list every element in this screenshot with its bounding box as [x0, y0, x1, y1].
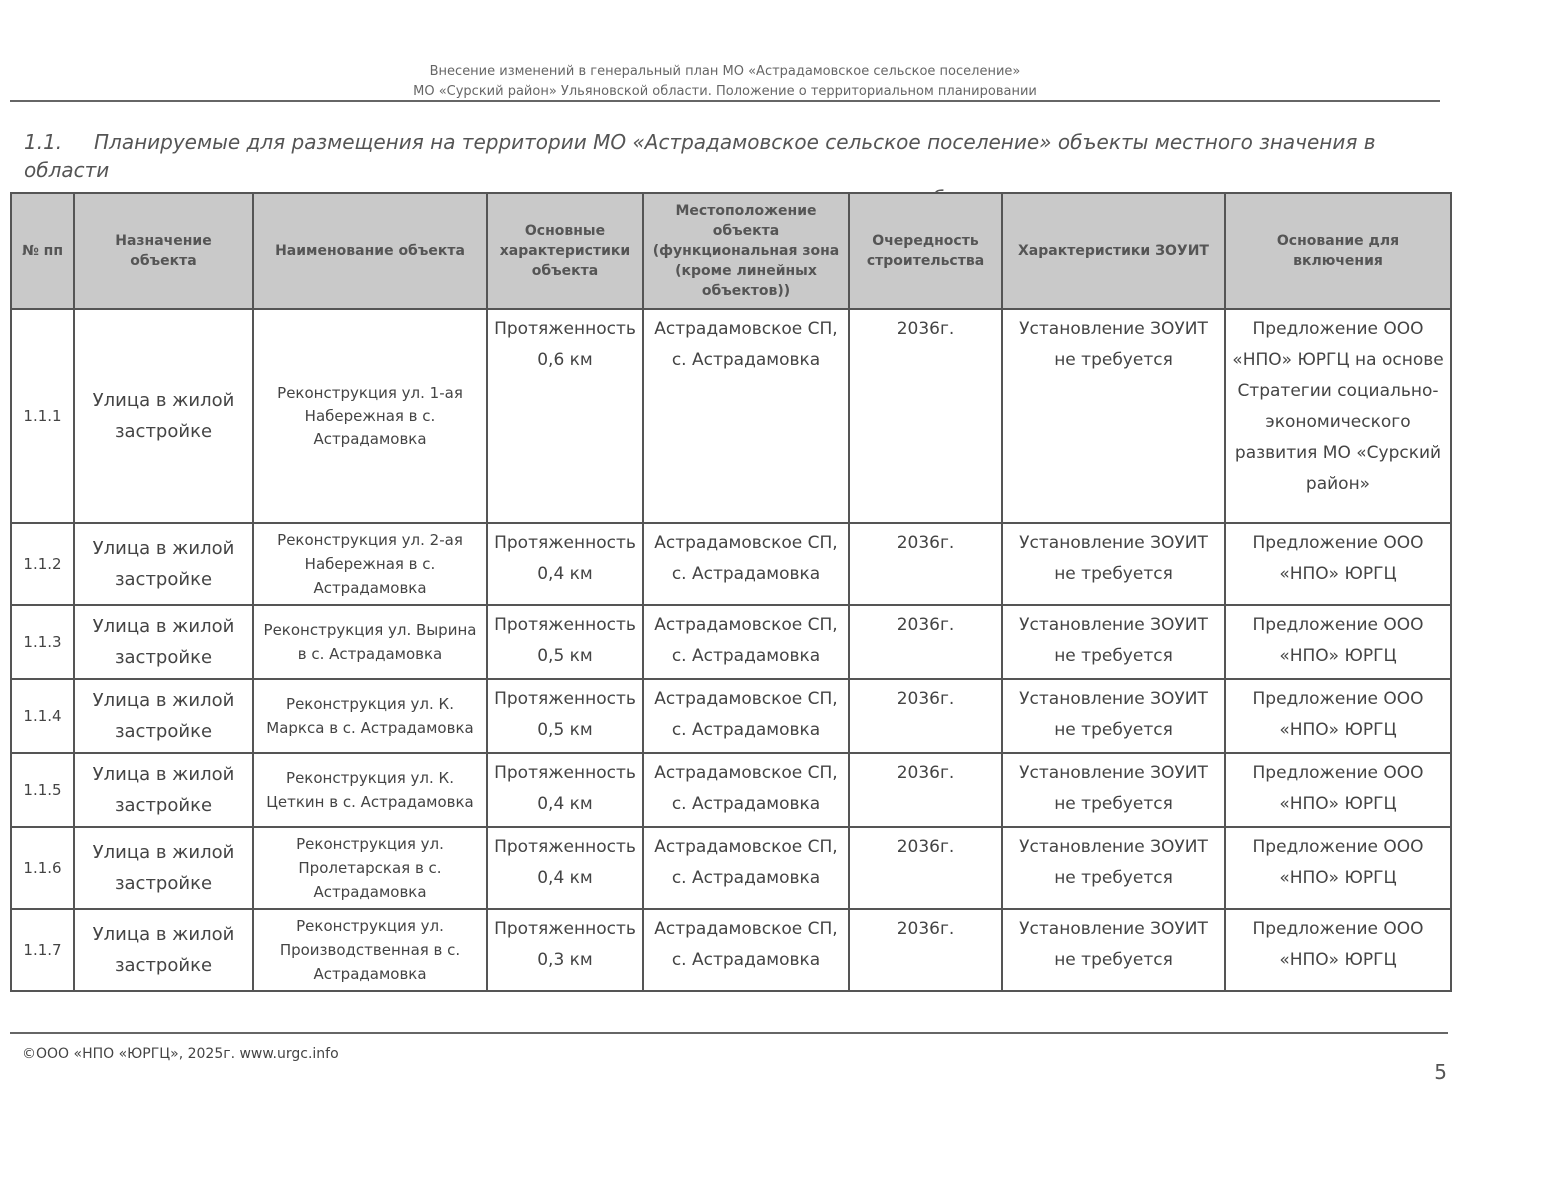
cell-name: Реконструкция ул. 2-ая Набережная в с. Астрадамовка: [253, 523, 487, 605]
column-header-zouit: Характеристики ЗОУИТ: [1002, 193, 1225, 309]
cell-purpose: Улица в жилой застройке: [74, 679, 253, 753]
cell-purpose: Улица в жилой застройке: [74, 605, 253, 679]
cell-zouit: Установление ЗОУИТ не требуется: [1002, 605, 1225, 679]
cell-basis: Предложение ООО «НПО» ЮРГЦ: [1225, 679, 1451, 753]
cell-characteristics: Протяженность 0,5 км: [487, 679, 643, 753]
cell-zouit: Установление ЗОУИТ не требуется: [1002, 523, 1225, 605]
cell-stage: 2036г.: [849, 827, 1002, 909]
cell-name: Реконструкция ул. К. Маркса в с. Астрадамовка: [253, 679, 487, 753]
cell-characteristics: Протяженность 0,5 км: [487, 605, 643, 679]
cell-location: Астрадамовское СП, с. Астрадамовка: [643, 827, 849, 909]
cell-purpose: Улица в жилой застройке: [74, 523, 253, 605]
table-row: [11, 605, 1451, 679]
table-row: [11, 909, 1451, 991]
document-header-line-2: МО «Сурский район» Ульяновской области. Положение о территориальном планировании: [413, 84, 1037, 99]
table-row: [11, 679, 1451, 753]
cell-number: 1.1.6: [11, 827, 74, 909]
cell-name: Реконструкция ул. Вырина в с. Астрадамовка: [253, 605, 487, 679]
cell-purpose: Улица в жилой застройке: [74, 909, 253, 991]
column-header-purpose: Назначение объекта: [74, 193, 253, 309]
column-header-stage: Очередность строительства: [849, 193, 1002, 309]
cell-characteristics: Протяженность 0,3 км: [487, 909, 643, 991]
cell-characteristics: Протяженность 0,4 км: [487, 523, 643, 605]
cell-purpose: Улица в жилой застройке: [74, 753, 253, 827]
column-header-basis: Основание для включения: [1225, 193, 1451, 309]
objects-table: [10, 192, 1452, 992]
cell-stage: 2036г.: [849, 753, 1002, 827]
cell-purpose: Улица в жилой застройке: [74, 309, 253, 523]
table-row: [11, 523, 1451, 605]
cell-stage: 2036г.: [849, 523, 1002, 605]
cell-number: 1.1.4: [11, 679, 74, 753]
cell-basis: Предложение ООО «НПО» ЮРГЦ: [1225, 605, 1451, 679]
column-header-name: Наименование объекта: [253, 193, 487, 309]
section-number: 1.1.: [24, 130, 63, 154]
cell-basis: Предложение ООО «НПО» ЮРГЦ: [1225, 753, 1451, 827]
table-header-row: [11, 193, 1451, 309]
cell-location: Астрадамовское СП, с. Астрадамовка: [643, 605, 849, 679]
cell-name: Реконструкция ул. Производственная в с. Астрадамовка: [253, 909, 487, 991]
cell-name: Реконструкция ул. 1-ая Набережная в с. Астрадамовка: [253, 309, 487, 523]
document-header-line-1: Внесение изменений в генеральный план МО «Астрадамовское сельское поселение»: [429, 64, 1021, 79]
cell-zouit: Установление ЗОУИТ не требуется: [1002, 309, 1225, 523]
cell-zouit: Установление ЗОУИТ не требуется: [1002, 827, 1225, 909]
cell-stage: 2036г.: [849, 909, 1002, 991]
table-row: [11, 309, 1451, 523]
cell-number: 1.1.2: [11, 523, 74, 605]
cell-number: 1.1.7: [11, 909, 74, 991]
cell-purpose: Улица в жилой застройке: [74, 827, 253, 909]
cell-location: Астрадамовское СП, с. Астрадамовка: [643, 679, 849, 753]
cell-basis: Предложение ООО «НПО» ЮРГЦ: [1225, 827, 1451, 909]
cell-stage: 2036г.: [849, 605, 1002, 679]
column-header-characteristics: Основные характеристики объекта: [487, 193, 643, 309]
page-number: 5: [1434, 1060, 1447, 1084]
cell-characteristics: Протяженность 0,6 км: [487, 309, 643, 523]
cell-characteristics: Протяженность 0,4 км: [487, 827, 643, 909]
table-row: [11, 827, 1451, 909]
cell-characteristics: Протяженность 0,4 км: [487, 753, 643, 827]
header-divider: [10, 100, 1440, 102]
cell-zouit: Установление ЗОУИТ не требуется: [1002, 909, 1225, 991]
cell-number: 1.1.5: [11, 753, 74, 827]
column-header-number: № пп: [11, 193, 74, 309]
cell-zouit: Установление ЗОУИТ не требуется: [1002, 679, 1225, 753]
cell-name: Реконструкция ул. К. Цеткин в с. Астрадамовка: [253, 753, 487, 827]
table-row: [11, 753, 1451, 827]
footer-divider: [10, 1032, 1448, 1034]
column-header-location: Местоположение объекта (функциональная зона (кроме линейных объектов)): [643, 193, 849, 309]
cell-location: Астрадамовское СП, с. Астрадамовка: [643, 523, 849, 605]
cell-stage: 2036г.: [849, 309, 1002, 523]
cell-stage: 2036г.: [849, 679, 1002, 753]
cell-number: 1.1.3: [11, 605, 74, 679]
cell-basis: Предложение ООО «НПО» ЮРГЦ: [1225, 909, 1451, 991]
cell-basis: Предложение ООО «НПО» ЮРГЦ: [1225, 523, 1451, 605]
cell-basis: Предложение ООО «НПО» ЮРГЦ на основе Стратегии социально-экономического развития МО «Сурский район»: [1225, 309, 1451, 523]
cell-number: 1.1.1: [11, 309, 74, 523]
cell-location: Астрадамовское СП, с. Астрадамовка: [643, 753, 849, 827]
section-title-line-1: Планируемые для размещения на территории МО «Астрадамовское сельское поселение» объекты местного значения в области: [24, 130, 1376, 182]
cell-location: Астрадамовское СП, с. Астрадамовка: [643, 909, 849, 991]
footer-copyright: ©ООО «НПО «ЮРГЦ», 2025г. www.urgc.info: [22, 1046, 339, 1062]
cell-name: Реконструкция ул. Пролетарская в с. Астрадамовка: [253, 827, 487, 909]
cell-location: Астрадамовское СП, с. Астрадамовка: [643, 309, 849, 523]
cell-zouit: Установление ЗОУИТ не требуется: [1002, 753, 1225, 827]
